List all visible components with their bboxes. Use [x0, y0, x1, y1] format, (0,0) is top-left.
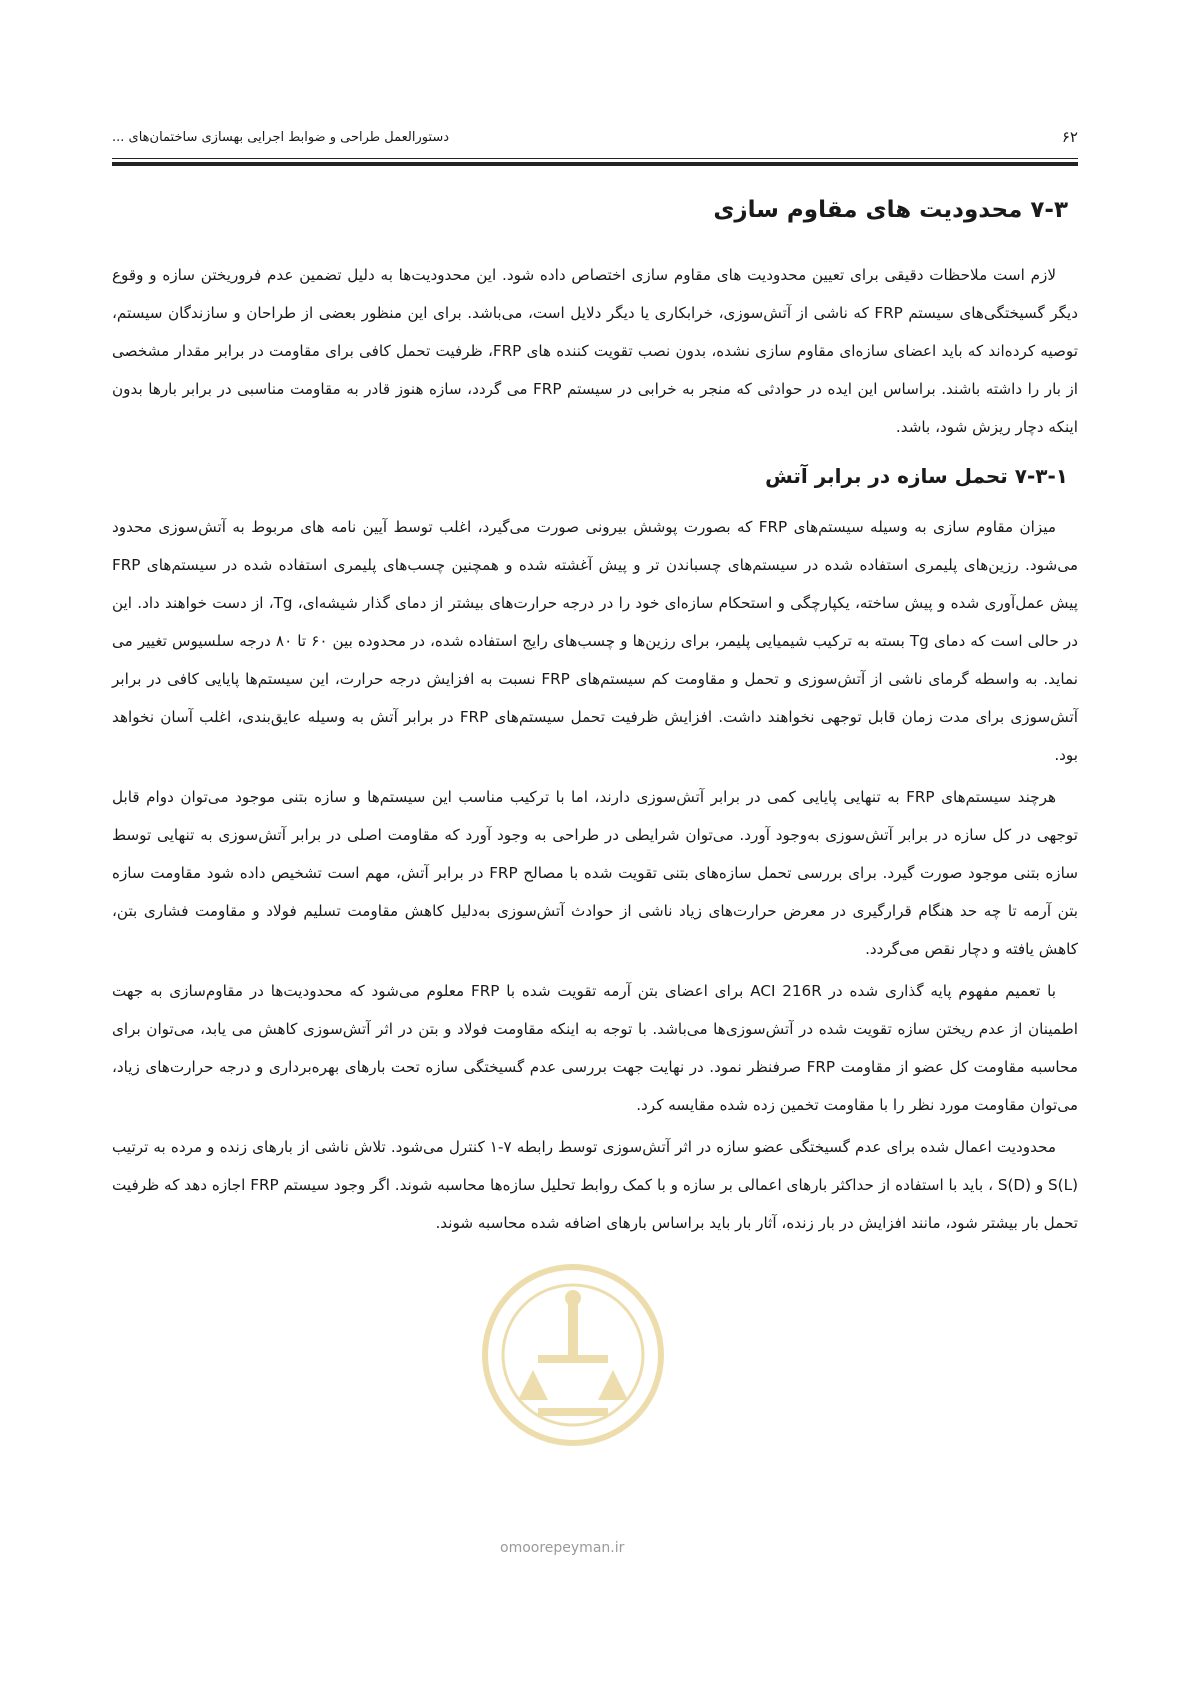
watermark-seal-icon	[478, 1260, 668, 1450]
subsection-heading: ۷-۳-۱ تحمل سازه در برابر آتش	[765, 464, 1068, 488]
page-number: ۶۲	[1061, 128, 1078, 146]
section-paragraph: لازم است ملاحظات دقیقی برای تعیین محدودیت های مقاوم سازی اختصاص داده شود. این محدودیت‌ها به دلیل تضمین عدم فروریختن سازه و وقوع دیگر گسیختگی‌های سیستم FRP که ناشی از آتش‌سوزی، خرابکاری یا دیگر دلایل است، می‌باشد. برای این منظور بعضی از طراحان و سازندگان سیستم، توصیه کرده‌اند که باید اعضای سازه‌ای مقاوم سازی نشده، بدون نصب تقویت کننده های FRP، ظرفیت تحمل کافی برای مقاومت در برابر مقدار مشخصی از بار را داشته باشند. براساس این ایده در حوادثی که منجر به خرابی در سیستم FRP می گردد، سازه هنوز قادر به مقاومت مناسبی در برابر بارها بدون اینکه دچار ریزش شود، باشد.	[112, 266, 1079, 436]
section-heading: ۷-۳ محدودیت های مقاوم سازی	[713, 197, 1068, 223]
page-header	[112, 128, 1078, 150]
header-rule-thick	[112, 162, 1078, 166]
header-rule-thin	[112, 158, 1078, 159]
subsection-paragraph-1: میزان مقاوم سازی به وسیله سیستم‌های FRP که بصورت پوشش بیرونی صورت می‌گیرد، اغلب توسط آیین نامه های مربوط به آتش‌سوزی محدود می‌شود. رزین‌های پلیمری استفاده شده در سیستم‌های چسباندن تر و پیش آغشته شده و همچنین چسب‌های پلیمری استفاده شده در سیستم‌های FRP پیش عمل‌آوری شده و پیش ساخته، یکپارچگی و استحکام سازه‌ای خود را در درجه حرارت‌های بیشتر از دمای گذار شیشه‌ای، Tg، از دست خواهند داد. این در حالی است که دمای Tg بسته به ترکیب شیمیایی پلیمر، برای رزین‌ها و چسب‌های رایج استفاده شده، در محدوده بین ۶۰ تا ۸۰ درجه سلسیوس تغییر می نماید. به واسطه گرمای ناشی از آتش‌سوزی و تحمل و مقاومت کم سیستم‌های FRP نسبت به افزایش درجه حرارت، این سیستم‌ها پایایی کافی در برابر آتش‌سوزی برای مدت زمان قابل توجهی نخواهند داشت. افزایش ظرفیت تحمل سیستم‌های FRP در برابر آتش به وسیله عایق‌بندی، اغلب آسان نخواهد بود.	[112, 518, 1078, 764]
watermark-url: omoorepeyman.ir	[500, 1540, 625, 1556]
subsection-paragraph-3: با تعمیم مفهوم پایه گذاری شده در ACI 216R برای اعضای بتن آرمه تقویت شده با FRP معلوم می‌شود که محدودیت‌ها در مقاوم‌سازی به جهت اطمینان از عدم ریختن سازه تقویت شده در آتش‌سوزی‌ها می‌باشد. با توجه به اینکه مقاومت فولاد و بتن در اثر آتش‌سوزی کاهش می یابد، می‌توان برای محاسبه مقاومت کل عضو از مقاومت FRP صرفنظر نمود. در نهایت جهت بررسی عدم گسیختگی سازه تحت بارهای بهره‌برداری و درجه حرارت‌های زیاد، می‌توان مقاومت مورد نظر را با مقاومت تخمین زده شده مقایسه کرد.	[112, 982, 1078, 1114]
running-title: دستورالعمل طراحی و ضوابط اجرایی بهسازی ساختمان‌های ...	[112, 130, 450, 145]
subsection-paragraph-4: محدودیت اعمال شده برای عدم گسیختگی عضو سازه در اثر آتش‌سوزی توسط رابطه ۷-۱ کنترل می‌شود. تلاش ناشی از بارهای زنده و مرده به ترتیب S(L) و S(D) ، باید با استفاده از حداکثر بارهای اعمالی بر سازه و با کمک روابط تحلیل سازه‌ها محاسبه شوند. اگر وجود سیستم FRP اجازه دهد که ظرفیت تحمل بار بیشتر شود، مانند افزایش در بار زنده، آثار بار باید براساس بارهای اضافه شده محاسبه شوند.	[112, 1138, 1078, 1232]
subsection-paragraph-2: هرچند سیستم‌های FRP به تنهایی پایایی کمی در برابر آتش‌سوزی دارند، اما با ترکیب مناسب این سیستم‌ها و سازه بتنی موجود می‌توان دوام قابل توجهی در کل سازه در برابر آتش‌سوزی به‌وجود آورد. می‌توان شرایطی در طراحی به وجود آورد که مقاومت اصلی در برابر آتش‌سوزی به تنهایی توسط سازه بتنی موجود صورت گیرد. برای بررسی تحمل سازه‌های بتنی تقویت شده با مصالح FRP در برابر آتش، مهم است تشخیص داده شود مقاومت سازه بتن آرمه تا چه حد هنگام قرارگیری در معرض حرارت‌های زیاد ناشی از حوادث آتش‌سوزی به‌دلیل کاهش مقاومت تسلیم فولاد و مقاومت فشاری بتن، کاهش یافته و دچار نقص می‌گردد.	[112, 788, 1078, 958]
page-body	[112, 190, 1078, 1246]
